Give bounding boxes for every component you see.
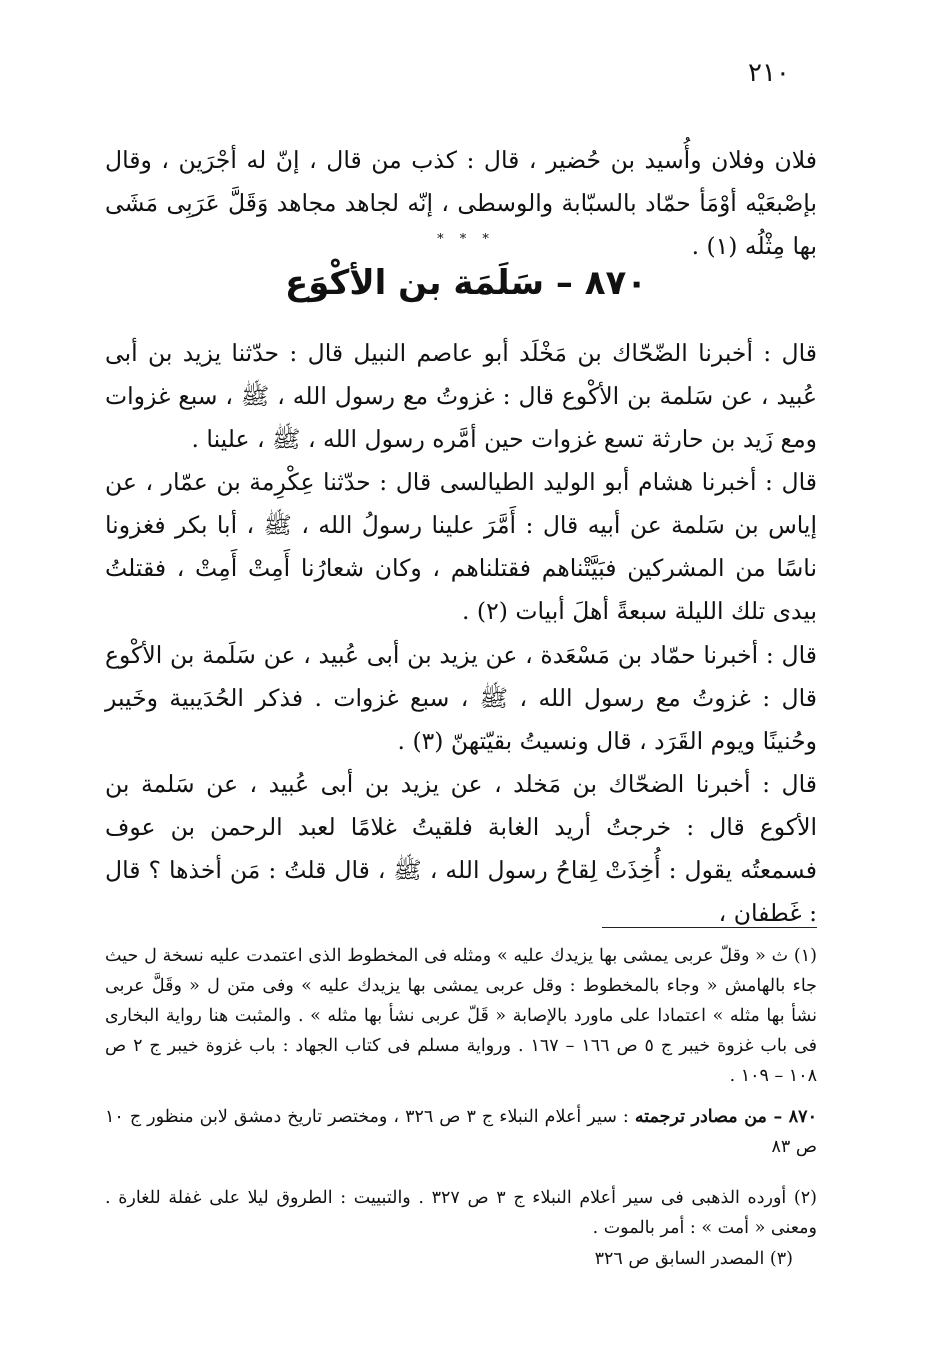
section-separator: * * * xyxy=(437,232,495,247)
footnote-1: (١) ث « وقلّ عربى يمشى بها يزيدك عليه » ومثله فى المخطوط الذى اعتمدت عليه نسخة ل حيث جاء بالهامش « وجاء بالمخطوط : وقل عربى يمشى بها يزيدك عليه » وفى متن ل « وقَلَّ عربى نشأ بها مثله » اعتمادا على ماورد بالإصابة « قَلّ عربى نشأ بها مثله » . والمثبت هنا رواية البخارى فى باب غزوة خيبر ج ٥ ص ١٦٦ – ١٦٧ . ورواية مسلم فى كتاب الجهاد : باب غزوة خيبر ج ٢ ص ١٠٨ – ١٠٩ . xyxy=(105,946,817,1086)
sources-text: : سير أعلام النبلاء ج ٣ ص ٣٢٦ ، ومختصر تاريخ دمشق لابن منظور ج ١٠ ص ٨٣ xyxy=(105,1107,817,1157)
intro-paragraph: فلان وفلان وأُسيد بن حُضير ، قال : كذب من قال ، إنّ له أجْرَين ، وقال بإصْبعَيْه أوْمَأ حمّاد بالسبّابة والوسطى ، إنّه لجاهد مجاهد وَقَلَّ عَرَبِى مَشَى بها مِثْلُه (١) . xyxy=(105,146,817,260)
footnote-3: (٣) المصدر السابق ص ٣٢٦ xyxy=(594,1249,793,1269)
body-paragraph: قال : أخبرنا هشام أبو الوليد الطيالسى قال : حدّثنا عِكْرِمة بن عمّار ، عن إياس بن سَلمة عن أبيه قال : أَمَّرَ علينا رسولُ الله ، ﷺ ، أبا بكر فغزونا ناسًا من المشركين فبَيَّتْناهم فقتلناهم ، وكان شعارُنا أَمِتْ أَمِتْ ، فقتلتُ بيدى تلك الليلة سبعةً أهلَ أبيات (٢) . xyxy=(105,468,817,625)
sources-label: ٨٧٠ – من مصادر ترجمته xyxy=(634,1107,817,1127)
footnote-divider xyxy=(602,927,817,928)
body-paragraph: قال : أخبرنا الضّحّاك بن مَخْلَد أبو عاصم النبيل قال : حدّثنا يزيد بن أبى عُبيد ، عن سَلمة بن الأكْوع قال : غزوتُ مع رسول الله ، ﷺ ، سبع غزوات ومع زَيد بن حارثة تسع غزوات حين أمَّره رسول الله ، ﷺ ، علينا . xyxy=(105,339,817,453)
footnote-2: (٢) أورده الذهبى فى سير أعلام النبلاء ج ٣ ص ٣٢٧ . والتبييت : الطروق ليلا على غفلة للغارة . ومعنى « أمت » : أمر بالموت . xyxy=(105,1188,817,1238)
entry-title: ٨٧٠ – سَلَمَة بن الأكْوَع xyxy=(285,263,647,303)
body-paragraph: قال : أخبرنا الضحّاك بن مَخلد ، عن يزيد بن أبى عُبيد ، عن سَلمة بن الأكوع قال : خرجتُ أريد الغابة فلقيتُ غلامًا لعبد الرحمن بن عوف فسمعتُه يقول : أُخِذَتْ لِقاحُ رسول الله ، ﷺ ، قال قلتُ : مَن أخذها ؟ قال : غَطفان ، xyxy=(105,770,817,927)
footnote-sources xyxy=(105,1102,817,1162)
page-number: ٢١٠ xyxy=(748,58,790,88)
body-paragraph: قال : أخبرنا حمّاد بن مَسْعَدة ، عن يزيد بن أبى عُبيد ، عن سَلَمة بن الأكْوع قال : غزوتُ مع رسول الله ، ﷺ ، سبع غزوات . فذكر الحُدَيبية وخَيبر وحُنينًا ويوم القَرَد ، قال ونسيتُ بقيّتهنّ (٣) . xyxy=(105,641,817,755)
